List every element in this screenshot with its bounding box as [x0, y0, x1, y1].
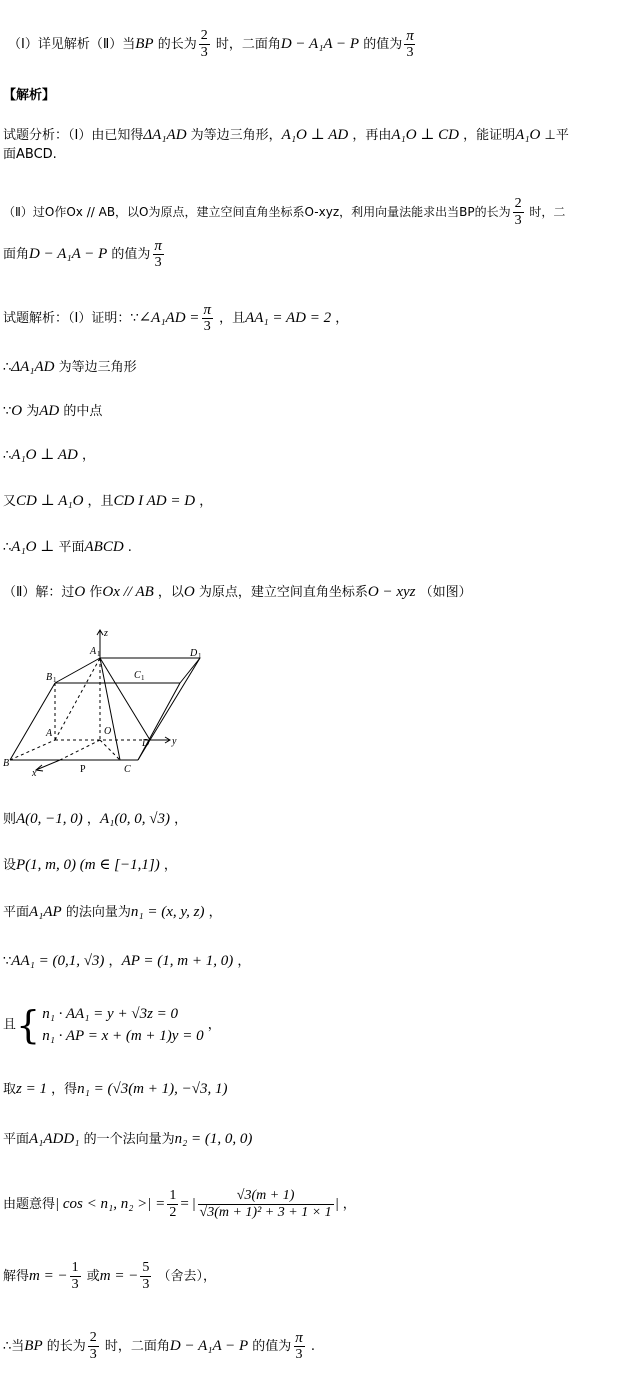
solution-line-2: ∴ΔA₁AD 为等边三角形 [3, 359, 137, 375]
solution-line-5: 又CD ⊥ A₁O ，且CD I AD = D ， [3, 493, 213, 509]
svg-text:z: z [104, 628, 108, 639]
solution-line-14: 平面A₁ADD₁ 的一个法向量为n₂ = (1, 0, 0) [3, 1131, 253, 1147]
svg-text:B: B [3, 758, 10, 769]
solution-line-16: 解得m = − $\frac{1}{3}$ 或m = − $\frac{5}{3}$ （舍去）， [3, 1260, 216, 1292]
section-heading: 【解析】 [3, 88, 56, 103]
svg-text:D: D [190, 648, 198, 659]
math: D − A₁A − P [280, 36, 360, 52]
svg-text:B: B [46, 672, 53, 683]
svg-text:1: 1 [141, 674, 145, 682]
text: （Ⅰ）详见解析（Ⅱ）当 [8, 37, 136, 52]
solution-line-9: 设P(1, m, 0) (m ∈ [−1,1]) ， [3, 857, 177, 873]
analysis-line-1: 试题分析：（Ⅰ）由已知得ΔA₁AD 为等边三角形，A₁O ⊥ AD ，再由A₁O ⊥ CD ，能证明A₁O ⊥平 [3, 127, 569, 143]
analysis-line-3: （Ⅱ）过O作Ox // AB，以O为原点，建立空间直角坐标系O-xyz，利用向量法能求出当BP的长为 $\frac{2}{3}$ 时，二 [3, 196, 566, 228]
solution-line-12: 且 { n₁ · AA₁ = y + √3z = 0 n₁ · AP = x + (m + 1)y = 0 ， [3, 1003, 221, 1047]
equation-system: { n₁ · AA₁ = y + √3z = 0 n₁ · AP = x + (m + 1)y = 0 [16, 1003, 204, 1047]
parallelepiped-figure [0, 620, 240, 780]
text: 的值为 [359, 37, 403, 52]
svg-text:1: 1 [198, 652, 202, 660]
svg-text:C: C [134, 670, 141, 681]
svg-text:O: O [104, 726, 112, 737]
solution-line-8: 则A(0, −1, 0) ，A₁(0, 0, √3) ， [3, 811, 188, 827]
svg-text:x: x [32, 768, 37, 779]
fraction: $\frac{2}{3}$ [200, 28, 208, 60]
svg-text:1: 1 [97, 650, 101, 658]
solution-line-3: ∵O 为AD 的中点 [3, 403, 103, 419]
solution-line-10: 平面A₁AP 的法向量为n₁ = (x, y, z) ， [3, 904, 222, 920]
solution-conclusion: ∴当BP 的长为 $\frac{2}{3}$ 时，二面角D − A₁A − P 的值为 $\frac{\pi}{3}$ . [3, 1330, 316, 1362]
answer-summary [8, 28, 630, 61]
svg-text:y: y [172, 736, 177, 747]
analysis-line-4: 面角D − A₁A − P 的值为 $\frac{\pi}{3}$ [3, 238, 162, 270]
svg-text:C: C [124, 764, 131, 775]
math: BP [135, 36, 154, 52]
solution-line-7: （Ⅱ）解：过O 作Ox // AB ，以O 为原点，建立空间直角坐标系O − xyz （如图） [3, 584, 472, 600]
svg-text:D: D [142, 738, 150, 749]
svg-text:P: P [80, 764, 86, 775]
text: 的长为 [153, 37, 197, 52]
svg-text:1: 1 [53, 676, 57, 684]
solution-line-11: ∵AA₁ = (0,1, √3) ，AP = (1, m + 1, 0) ， [3, 953, 251, 969]
fraction: $\frac{\pi}{3}$ [406, 28, 414, 60]
solution-line-6: ∴A₁O ⊥ 平面ABCD . [3, 539, 132, 555]
analysis-line-2: 面ABCD. [3, 147, 57, 162]
solution-line-15: 由题意得| cos < n₁, n₂ >| = $\frac{1}{2}$ = | $\frac{√3(m + 1)}{\text{√3(m + 1)² + 3 + 1 × 1}}$ | ， [3, 1188, 356, 1220]
svg-text:A: A [90, 646, 97, 657]
text: 时，二面角 [211, 37, 281, 52]
svg-text:A: A [46, 728, 53, 739]
solution-line-1: 试题解析：（Ⅰ）证明：∵∠A₁AD = $\frac{\pi}{3}$ ，且AA₁ = AD = 2 ， [3, 302, 349, 334]
solution-line-4: ∴A₁O ⊥ AD ， [3, 447, 95, 463]
solution-line-13: 取z = 1 ，得n₁ = (√3(m + 1), −√3, 1) [3, 1081, 228, 1097]
